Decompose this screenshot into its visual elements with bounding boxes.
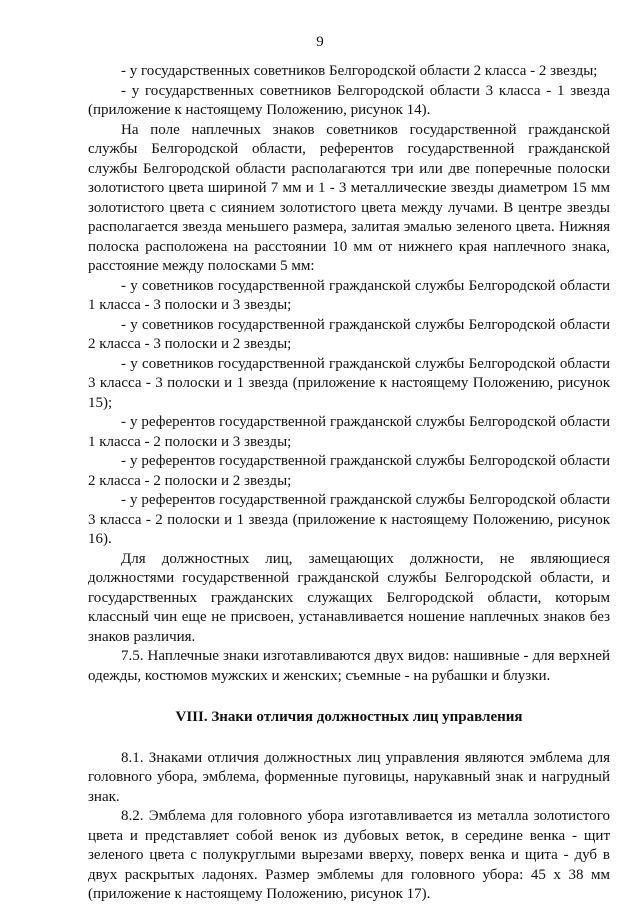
paragraph: - у референтов государственной гражданской службы Белгородской области 1 класса - 2 полоски и 3 звезды; xyxy=(88,414,610,450)
paragraph: - у государственных советников Белгородской области 3 класса - 1 звезда (приложение к настоящему Положению, рисунок 14). xyxy=(88,82,610,118)
paragraph: - у государственных советников Белгородской области 2 класса - 2 звезды; xyxy=(121,63,598,79)
paragraph: 8.1. Знаками отличия должностных лиц управления являются эмблема для головного убора, эмблема, форменные пуговицы, нарукавный знак и нагрудный знак. xyxy=(88,749,610,805)
paragraph: 8.2. Эмблема для головного убора изготавливается из металла золотистого цвета и представляет собой венок из дубовых веток, в середине венка - щит зеленого цвета с полукруглыми вырезами вверху, поверх венка и щита - дуб в двух раскрытых ладонях. Размер эмблемы для головного убора: 45 х 38 мм (приложение к настоящему Положению, рисунок 17). xyxy=(88,808,610,902)
paragraph: - у советников государственной гражданской службы Белгородской области 3 класса - 3 полоски и 1 звезда (приложение к настоящему Положению, рисунок 15); xyxy=(88,355,610,411)
paragraph: - у референтов государственной гражданской службы Белгородской области 2 класса - 2 полоски и 2 звезды; xyxy=(88,453,610,489)
paragraph: - у советников государственной гражданской службы Белгородской области 1 класса - 3 полоски и 3 звезды; xyxy=(88,277,610,313)
paragraph: Для должностных лиц, замещающих должности, не являющиеся должностями государственной гражданской службы Белгородской области, и государственных гражданских служащих Белгородской области, которым классный чин еще не присвоен, устанавливается ношение наплечных знаков без знаков различия. xyxy=(88,550,610,645)
paragraph: На поле наплечных знаков советников государственной гражданской службы Белгородской области, референтов государственной гражданской службы Белгородской области располагаются три или две поперечные полоски золотистого цвета шириной 7 мм и 1 - 3 металлические звезды диаметром 15 мм золотистого цвета с сиянием золотистого цвета между лучами. В центре звезды располагается звезда меньшего размера, залитая эмалью зеленого цвета. Нижняя полоска расположена на расстоянии 10 мм от нижнего края наплечного знака, расстояние между полосками 5 мм: xyxy=(88,121,610,274)
paragraph: - у референтов государственной гражданской службы Белгородской области 3 класса - 2 полоски и 1 звезда (приложение к настоящему Положению, рисунок 16). xyxy=(88,492,610,547)
paragraph: 7.5. Наплечные знаки изготавливаются двух видов: нашивные - для верхней одежды, костюмов мужских и женских; съемные - на рубашки и блузки. xyxy=(88,648,610,684)
paragraph: - у советников государственной гражданской службы Белгородской области 2 класса - 3 полоски и 2 звезды; xyxy=(88,316,610,352)
page-number: 9 xyxy=(316,34,324,50)
section-heading: VIII. Знаки отличия должностных лиц управления xyxy=(175,709,523,725)
document-body xyxy=(88,62,610,905)
